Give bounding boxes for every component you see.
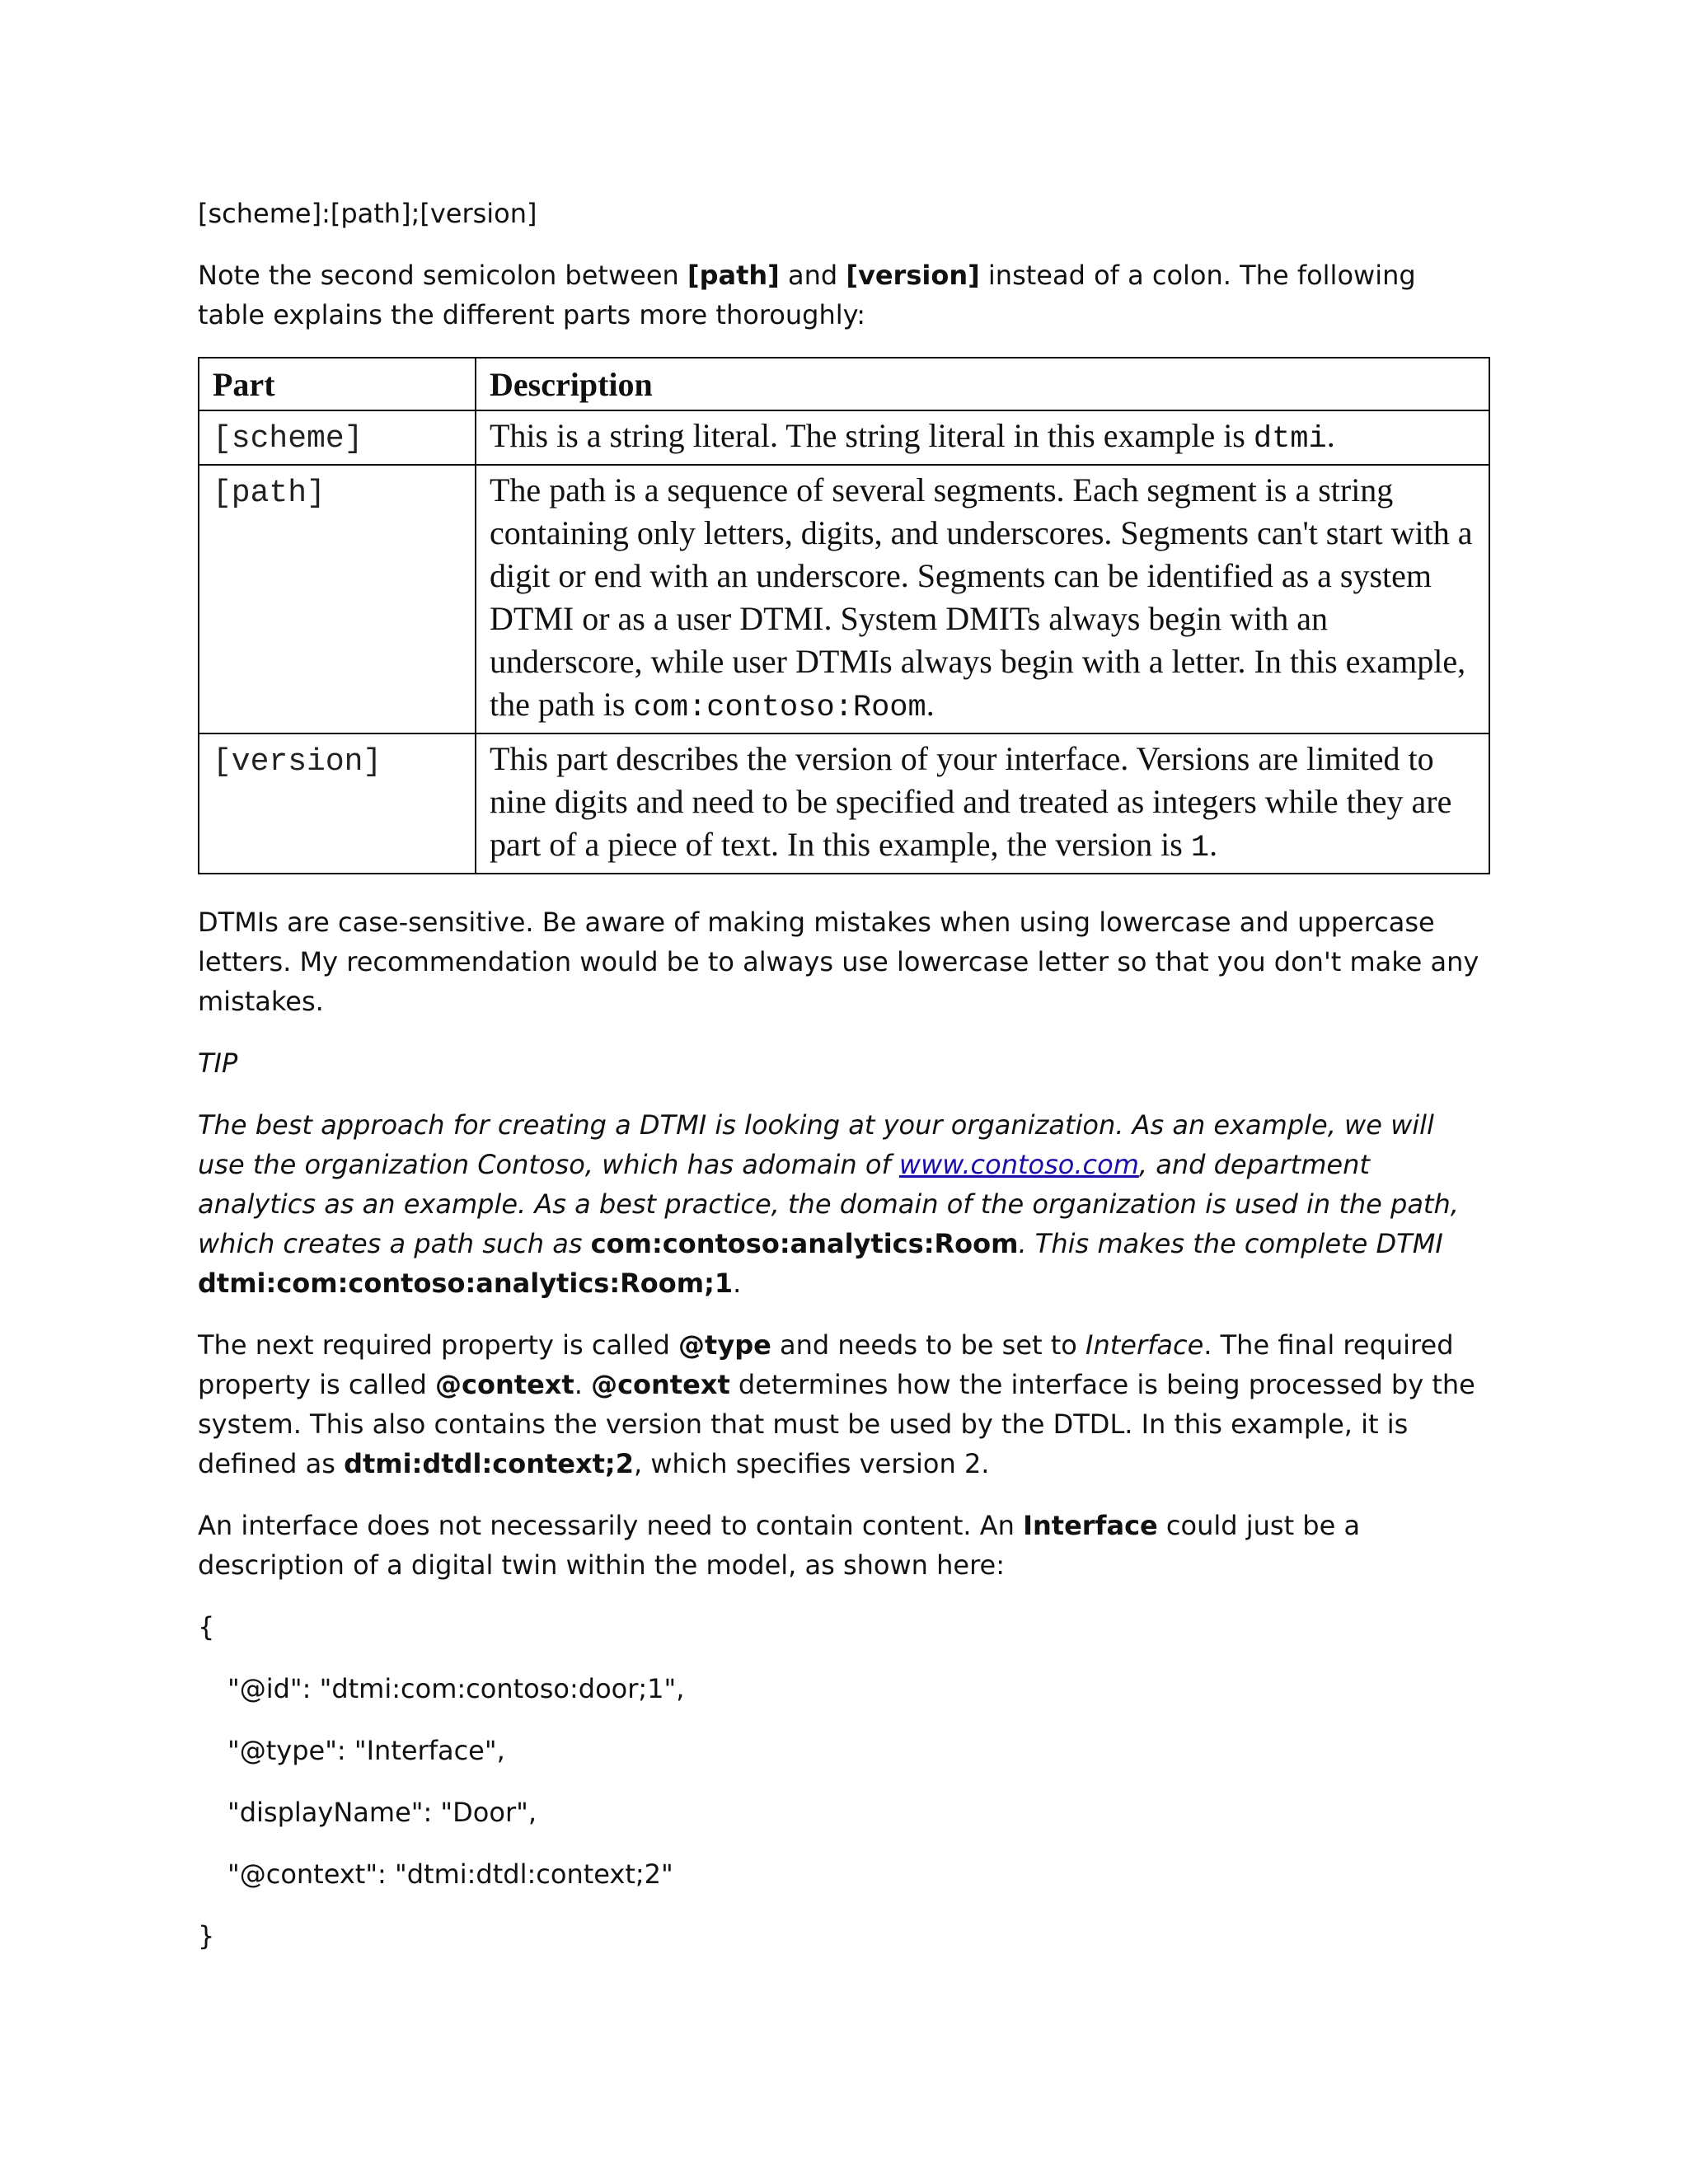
code-example	[198, 1607, 1489, 1956]
code-open-brace: {	[198, 1611, 215, 1643]
header-description: Description	[476, 358, 1489, 410]
description-cell: This is a string literal. The string literal in this example is dtmi.	[476, 410, 1489, 465]
header-part: Part	[199, 358, 476, 410]
interface-paragraph: An interface does not necessarily need to contain content. An Interface could just be a description of a digital twin within the model, as shown here:	[198, 1510, 1361, 1581]
intro-paragraph: Note the second semicolon between [path] and [version] instead of a colon. The following table explains the different parts more thoroughly:	[198, 260, 1416, 330]
table-row	[199, 410, 1489, 465]
code-line: "@context": "dtmi:dtdl:context;2"	[227, 1858, 673, 1890]
code-line: "displayName": "Door",	[227, 1797, 537, 1828]
contoso-link[interactable]: www.contoso.com	[898, 1149, 1139, 1180]
table-header-row	[199, 358, 1489, 410]
part-cell: [scheme]	[199, 410, 476, 465]
description-cell: The path is a sequence of several segments. Each segment is a string containing only letters, digits, and underscores. Segments can't start with a digit or end with an underscore. Segments can be identified as a system DTMI or as a user DTMI. System DMITs always begin with an underscore, while user DTMIs always begin with a letter. In this example, the path is com:contoso:Room.	[476, 465, 1489, 733]
type-context-paragraph: The next required property is called @type and needs to be set to Interface. The final required property is called @context. @context determines how the interface is being processed by the system. This also contains the version that must be used by the DTDL. In this example, it is defined as dtmi:dtdl:context;2, which specifies version 2.	[198, 1329, 1475, 1479]
code-line: "@id": "dtmi:com:contoso:door;1",	[227, 1673, 685, 1704]
dtmi-parts-table	[198, 357, 1490, 874]
part-cell: [version]	[199, 733, 476, 874]
case-sensitivity-paragraph: DTMIs are case-sensitive. Be aware of making mistakes when using lowercase and uppercase letters. My recommendation would be to always use lowercase letter so that you don't make any mistakes.	[198, 907, 1479, 1017]
code-close-brace: }	[198, 1920, 215, 1952]
format-line: [scheme]:[path];[version]	[198, 198, 537, 229]
document-page	[198, 194, 1489, 1978]
table-row	[199, 733, 1489, 874]
tip-paragraph: The best approach for creating a DTMI is looking at your organization. As an example, we will use the organization Contoso, which has adomain of www.contoso.com, and department analytics as an example. As a best practice, the domain of the organization is used in the path, which creates a path such as com:contoso:analytics:Room. This makes the complete DTMI dtmi:com:contoso:analytics:Room;1.	[198, 1109, 1459, 1299]
description-cell: This part describes the version of your interface. Versions are limited to nine digits and need to be specified and treated as integers while they are part of a piece of text. In this example, the version is 1.	[476, 733, 1489, 874]
part-cell: [path]	[199, 465, 476, 733]
tip-label: TIP	[198, 1047, 238, 1079]
code-line: "@type": "Interface",	[227, 1735, 505, 1766]
table-row	[199, 465, 1489, 733]
